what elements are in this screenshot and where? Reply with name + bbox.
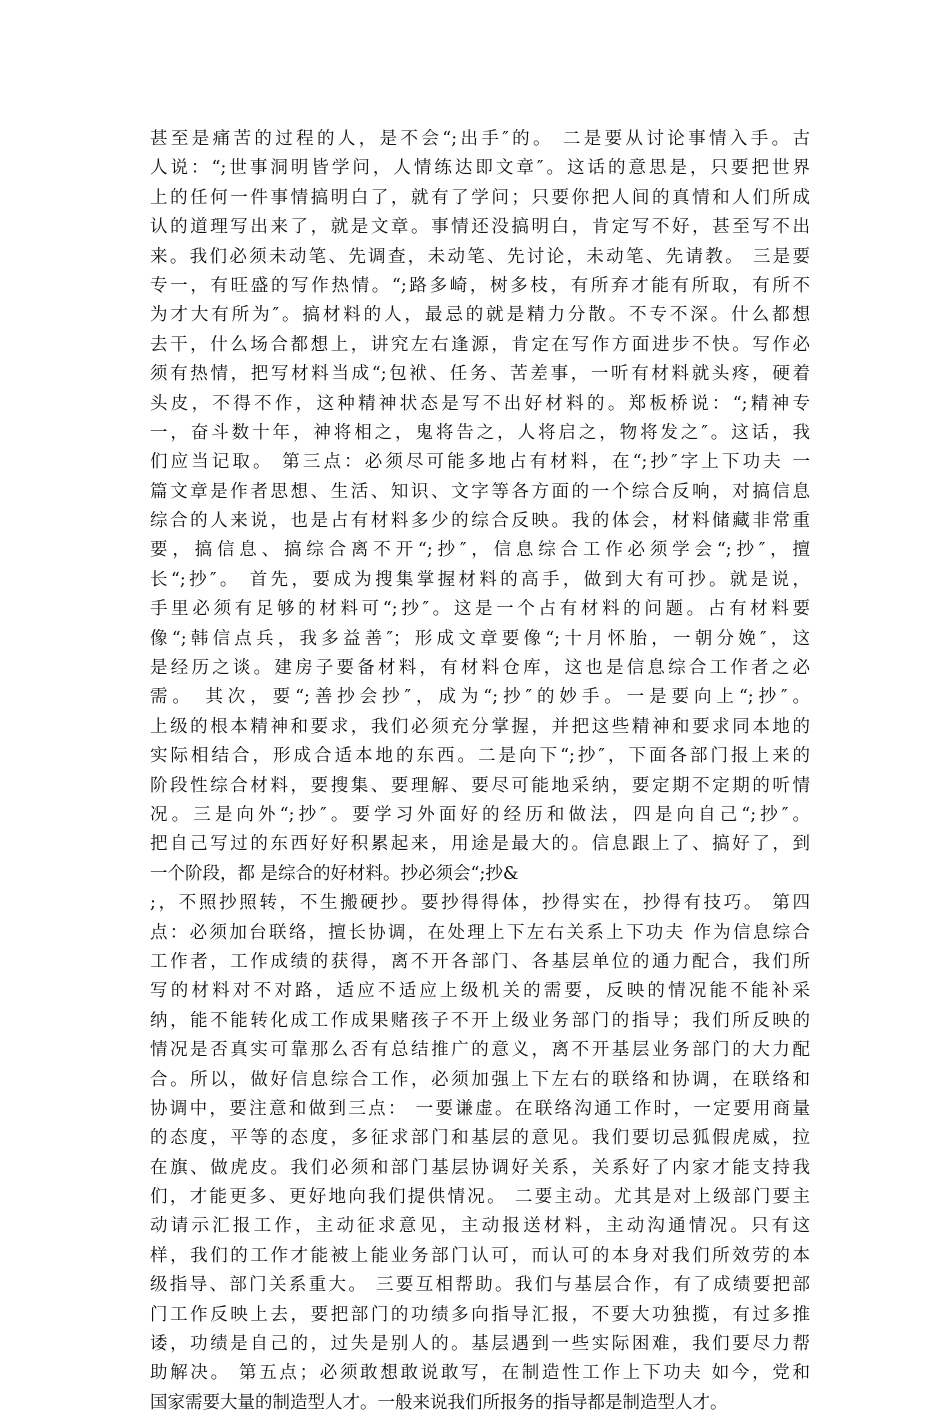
text-line: 手里必须有足够的材料可“;抄″。这是一个占有材料的问题。占有材料要 [150,599,810,620]
text-line: 阶段性综合材料，要搜集、要理解、要尽可能地采纳，要定期不定期的听情 [150,775,810,796]
text-line: 把自己写过的东西好好积累起来，用途是最大的。信息跟上了、搞好了，到 [150,834,810,855]
text-line: 况。三是向外“;抄″。要学习外面好的经历和做法，四是向自己“;抄″。 [150,804,810,825]
text-line: 上级的根本精神和要求，我们必须充分掌握，并把这些精神和要求同本地的 [150,716,810,737]
text-line: 点：必须加台联络，擅长协调，在处理上下左右关系上下功夫 作为信息综合 [150,922,810,943]
text-line: 是经历之谈。建房子要备材料，有材料仓库，这也是信息综合工作者之必 [150,658,810,679]
text-line: 们应当记取。 第三点：必须尽可能多地占有材料，在“;抄″字上下功夫 一 [150,452,810,473]
text-line: 协调中，要注意和做到三点： 一要谦虚。在联络沟通工作时，一定要用商量 [150,1098,810,1119]
text-line: 像“;韩信点兵，我多益善″；形成文章要像“;十月怀胎，一朝分娩″，这 [150,628,810,649]
text-line: 长“;抄″。 首先，要成为搜集掌握材料的高手，做到大有可抄。就是说， [150,569,810,590]
text-line: 国家需要大量的制造型人才。一般来说我们所报务的指导都是制造型人才。 [150,1392,728,1413]
text-line: 实际相结合，形成合适本地的东西。二是向下“;抄″，下面各部门报上来的 [150,746,810,767]
text-line: 上的任何一件事情搞明白了，就有了学问；只要你把人间的真情和人们所成 [150,187,810,208]
text-line: 要，搞信息、搞综合离不开“;抄″，信息综合工作必须学会“;抄″，擅 [150,540,810,561]
text-line: 在旗、做虎皮。我们必须和部门基层协调好关系，关系好了内家才能支持我 [150,1157,810,1178]
text-line: 须有热情，把写材料当成“;包袱、任务、苦差事，一听有材料就头疼，硬着 [150,364,810,385]
text-line: 纳，能不能转化成工作成果赌孩子不开上级业务部门的指导；我们所反映的 [150,1010,810,1031]
text-line: 合。所以，做好信息综合工作，必须加强上下左右的联络和协调，在联络和 [150,1069,810,1090]
text-line: 去干，什么场合都想上，讲究左右逢源，肯定在写作方面进步不快。写作必 [150,334,810,355]
body-text [150,125,810,1418]
text-line: 情况是否真实可靠那么否有总结推广的意义，离不开基层业务部门的大力配 [150,1040,810,1061]
text-line: 认的道理写出来了，就是文章。事情还没搞明白，肯定写不好，甚至写不出 [150,217,810,238]
text-line: 一个阶段，都 是综合的好材料。抄必须会“;抄& [150,863,519,884]
text-line: 需。 其次，要“;善抄会抄″，成为“;抄″的妙手。一是要向上“;抄″。 [150,687,810,708]
text-line: 为才大有所为″。搞材料的人，最忌的就是精力分散。不专不深。什么都想 [150,305,810,326]
text-line: 甚至是痛苦的过程的人，是不会“;出手″的。 二是要从讨论事情入手。古 [150,129,810,149]
text-line: 门工作反映上去，要把部门的功绩多向指导汇报，不要大功独揽，有过多推 [150,1304,810,1325]
text-line: ;，不照抄照转，不生搬硬抄。要抄得得体，抄得实在，抄得有技巧。 第四 [150,893,810,914]
text-line: 工作者，工作成绩的获得，离不开各部门、各基层单位的通力配合，我们所 [150,951,810,972]
text-line: 篇文章是作者思想、生活、知识、文字等各方面的一个综合反响，对搞信息 [150,481,810,502]
text-line: 一，奋斗数十年，神将相之，鬼将告之，人将启之，物将发之″。这话，我 [150,422,810,443]
text-line: 助解决。 第五点；必须敢想敢说敢写，在制造性工作上下功夫 如今，党和 [150,1363,810,1384]
text-line: 头皮，不得不作，这种精神状态是写不出好材料的。郑板桥说：“;精神专 [150,393,810,414]
text-line: 人说：“;世事洞明皆学问，人情练达即文章″。这话的意思是，只要把世界 [150,158,810,179]
text-line: 专一，有旺盛的写作热情。“;路多崎，树多枝，有所弃才能有所取，有所不 [150,275,810,296]
text-line: 级指导、部门关系重大。 三要互相帮助。我们与基层合作，有了成绩要把部 [150,1275,810,1296]
text-line: 们，才能更多、更好地向我们提供情况。 二要主动。尤其是对上级部门要主 [150,1187,810,1208]
text-line: 综合的人来说，也是占有材料多少的综合反映。我的体会，材料储藏非常重 [150,511,810,532]
text-line: 的态度，平等的态度，多征求部门和基层的意见。我们要切忌狐假虎威，拉 [150,1128,810,1149]
text-line: 诿，功绩是自己的，过失是别人的。基层遇到一些实际困难，我们要尽力帮 [150,1334,810,1355]
text-line: 样，我们的工作才能被上能业务部门认可，而认可的本身对我们所效劳的本 [150,1245,810,1266]
text-line: 动请示汇报工作，主动征求意见，主动报送材料，主动沟通情况。只有这 [150,1216,810,1237]
text-line: 写的材料对不对路，适应不适应上级机关的需要，反映的情况能不能补采 [150,981,810,1002]
text-line: 来。我们必须未动笔、先调查，未动笔、先讨论，未动笔、先请教。 三是要 [150,246,810,267]
